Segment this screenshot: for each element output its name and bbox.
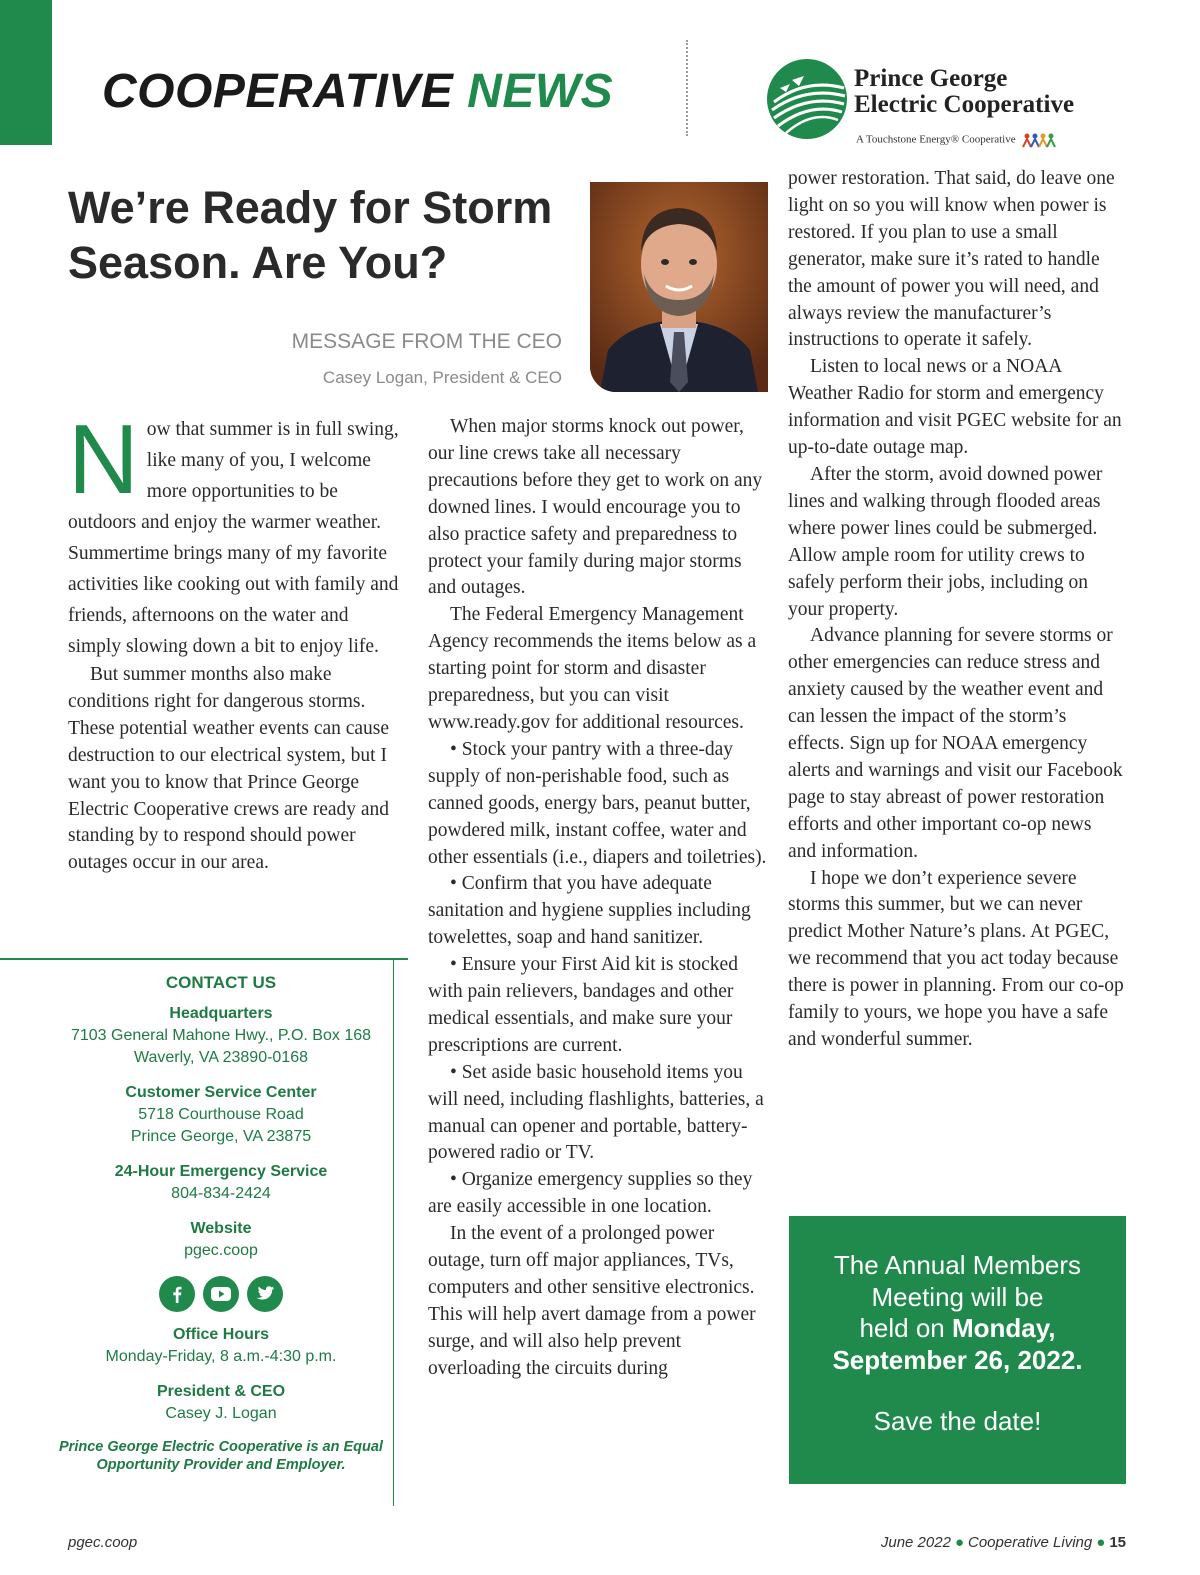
article-paragraph-9: I hope we don’t experience severe storms this summer, but we can never predict Mother Nature’s plans. At PGEC, we recommend that you act today because there is power in planning. From our co-op family to yours, we hope you have a safe and wonderful summer. [788, 867, 1124, 1050]
article-paragraph-5: In the event of a prolonged power outage, turn off major appliances, TVs, computers and other sensitive electronics. This will help avert damage from a power surge, and will also help prevent overloading the circuits during [428, 1223, 756, 1379]
article-paragraph-1: N ow that summer is in full swing, like many of you, I welcome more opportunities to be outdoors and enjoy the warmer weather. Summertime brings many of my favorite activities like cooking out with family and friends, afternoons on the water and simply slowing down a bit to enjoy life. [68, 404, 399, 657]
list-item: • Ensure your First Aid kit is stocked with pain relievers, bandages and other medical essentials, and make sure your prescriptions are current. [428, 954, 738, 1056]
contact-divider [0, 958, 408, 960]
contact-box [50, 972, 392, 1474]
article-column-1 [68, 404, 404, 877]
twitter-icon[interactable] [247, 1276, 283, 1312]
footer-dot-separator: ● [954, 1534, 964, 1551]
social-links [50, 1276, 392, 1312]
contact-heading: CONTACT US [165, 973, 277, 992]
page-number: 15 [1109, 1534, 1126, 1551]
contact-website: Website pgec.coop [50, 1218, 392, 1262]
logo-tagline: A Touchstone Energy® Cooperative [856, 132, 1056, 148]
youtube-icon[interactable] [203, 1276, 239, 1312]
contact-vertical-rule [393, 958, 394, 1506]
pgec-logo-mark-icon [766, 58, 848, 140]
article-paragraph-7: After the storm, avoid downed power lines and walking through flooded areas where power lines could be submerged. Allow ample room for utility crews to safely perform their jobs, including on your property. [788, 463, 1103, 620]
section-title [102, 64, 613, 119]
contact-office-hours: Office Hours Monday-Friday, 8 a.m.-4:30 p.m. [105, 1326, 337, 1365]
article-byline: Casey Logan, President & CEO [322, 368, 562, 387]
article-title: We’re Ready for Storm Season. Are You? [68, 182, 553, 288]
emergency-phone[interactable]: 804-834-2424 [171, 1185, 271, 1202]
equal-opportunity-statement: Prince George Electric Cooperative is an Equal Opportunity Provider and Employer. [59, 1439, 383, 1473]
drop-cap: N [68, 404, 139, 514]
list-item: • Confirm that you have adequate sanitation and hygiene supplies including towelettes, soap and hand sanitizer. [428, 873, 751, 949]
list-item: • Organize emergency supplies so they are easily accessible in one location. [428, 1169, 753, 1218]
website-link[interactable]: pgec.coop [184, 1242, 258, 1259]
touchstone-people-icon [1022, 132, 1056, 148]
article-column-3 [788, 166, 1124, 1054]
logo-name: Prince George Electric Cooperative [854, 65, 1075, 118]
article-paragraph-2: But summer months also make conditions right for dangerous storms. These potential weather events can cause destruction to our electrical system, but I want you to know that Prince George Electric Cooperative crews are ready and standing by to respond should power outages occur in our area. [68, 664, 390, 874]
article-column-2 [428, 414, 768, 1383]
contact-emergency: 24-Hour Emergency Service 804-834-2424 [50, 1161, 392, 1205]
section-title-word1: COOPERATIVE [102, 65, 454, 118]
contact-headquarters: Headquarters 7103 General Mahone Hwy., P.O. Box 168 Waverly, VA 23890-0168 [70, 1005, 372, 1066]
article-paragraph-3: When major storms knock out power, our line crews take all necessary precautions before they get to work on any downed lines. I would encourage you to also practice safety and preparedness to protect your family during major storms and outages. [428, 416, 763, 599]
footer-issue-info: June 2022 ● Cooperative Living ● 15 [880, 1534, 1126, 1551]
ceo-portrait-illustration [590, 182, 768, 392]
article-paragraph-8: Advance planning for severe storms or other emergencies can reduce stress and anxiety caused by the weather event and can lessen the impact of the storm’s effects. Sign up for NOAA emergency alerts and warnings and visit our Facebook page to stay abreast of power restoration efforts and other important co-op news and information. [788, 625, 1123, 862]
ceo-portrait [590, 182, 768, 392]
article-kicker: MESSAGE FROM THE CEO [291, 330, 562, 353]
article-paragraph-4: The Federal Emergency Management Agency recommends the items below as a starting point for storm and disaster preparedness, but you can visit www.ready.gov for additional resources. [428, 604, 757, 733]
footer-website: pgec.coop [68, 1534, 138, 1551]
list-item: • Stock your pantry with a three-day supply of non-perishable food, such as canned goods, energy bars, peanut butter, powdered milk, instant coffee, water and other essentials (i.e., diapers and toiletries). [428, 738, 767, 868]
article-paragraph-6: Listen to local news or a NOAA Weather Radio for storm and emergency information and visit PGEC website for an up-to-date outage map. [788, 356, 1122, 459]
header-accent-bar [0, 0, 52, 145]
article-paragraph-5-continued: power restoration. That said, do leave one light on so you will know when power is restored. If you plan to use a small generator, make sure it’s rated to handle the amount of power you will need, and always review the manufacturer’s instructions to operate it safely. [788, 168, 1115, 351]
contact-customer-service: Customer Service Center 5718 Courthouse Road Prince George, VA 23875 [125, 1084, 317, 1145]
header-divider [686, 40, 688, 136]
section-title-word2: NEWS [467, 65, 614, 118]
list-item: • Set aside basic household items you will need, including flashlights, batteries, a manual can opener and portable, battery-powered radio or TV. [428, 1061, 764, 1164]
annual-meeting-callout: The Annual Members Meeting will be held on Monday, September 26, 2022. Save the date! [789, 1216, 1126, 1484]
contact-ceo: President & CEO Casey J. Logan [156, 1383, 286, 1422]
footer-dot-separator: ● [1096, 1534, 1106, 1551]
save-the-date: Save the date! [873, 1406, 1042, 1436]
facebook-icon[interactable] [159, 1276, 195, 1312]
pgec-logo [766, 58, 1086, 150]
